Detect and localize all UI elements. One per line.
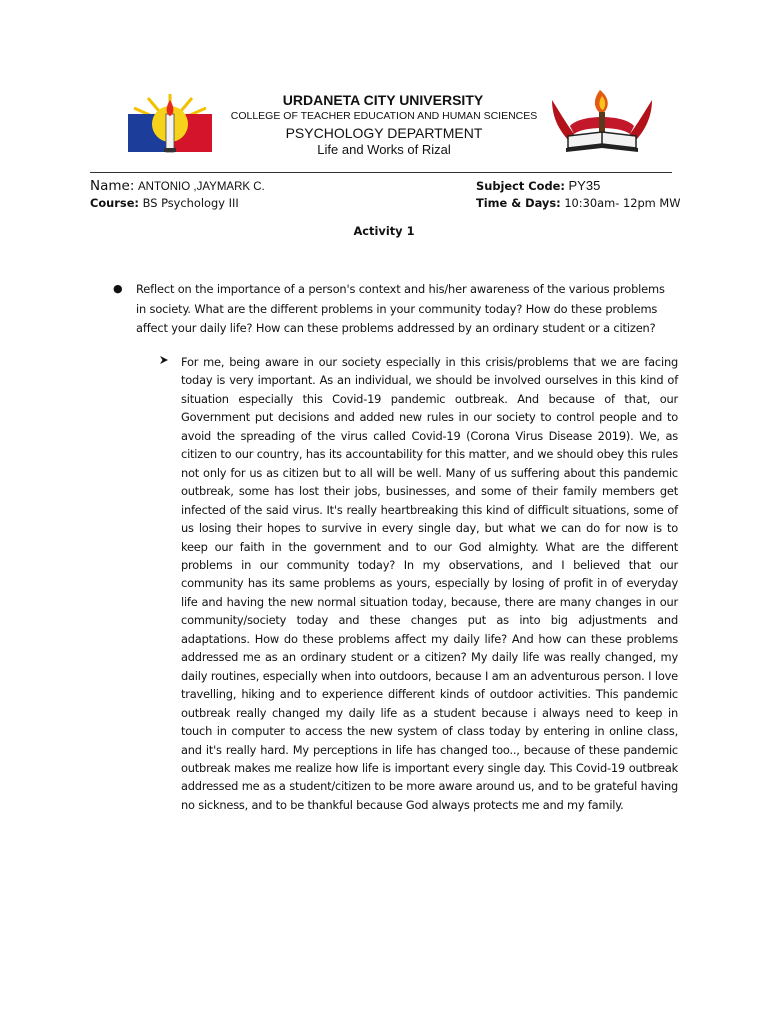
subject-code-line (476, 178, 600, 193)
question-text: Reflect on the importance of a person's context and his/her awareness of the various problems in society. What are the different problems in your community today? How do these problems affect your daily life? How can these problems addressed by an ordinary student or a citizen? (136, 282, 665, 336)
name-label: Name: (90, 178, 135, 194)
bullet-icon: ● (113, 282, 123, 295)
time-days-line (476, 196, 680, 210)
time-days-value: 10:30am- 12pm MW (564, 196, 681, 210)
name-line (90, 178, 265, 194)
header-divider (90, 172, 672, 173)
arrow-bullet-icon (159, 355, 169, 365)
subject-code-label: Subject Code: (476, 179, 565, 193)
department-name: PSYCHOLOGY DEPARTMENT (285, 125, 483, 141)
university-name: URDANETA CITY UNIVERSITY (282, 92, 484, 108)
subject-code-value: PY35 (568, 178, 601, 193)
college-name: COLLEGE OF TEACHER EDUCATION AND HUMAN SCIENCES (230, 110, 538, 122)
activity-title: Activity 1 (353, 224, 415, 238)
name-value: ANTONIO ,JAYMARK C. (138, 181, 265, 193)
course-title: Life and Works of Rizal (317, 142, 451, 157)
answer-text: For me, being aware in our society especially in this crisis/problems that we are facing today is very important. As an individual, we should be involved ourselves in this kind of situation especially this Covid-19 pandemic outbreak. And because of that, our Government put decisions and added new rules in our society to control people and to avoid the spreading of the virus called Covid-19 (Corona Virus Disease 2019). We, as citizen to our country, has its accountability for this matter, and we should obey this rules not only for us as citizen but to all will be well. Many of us suffering about this pandemic outbreak, some has lost their jobs, businesses, and some of their family members get infected of the said virus. It's really heartbreaking this kind of difficult situations, some of us losing their hopes to survive in every single day, but what we can do for now is to keep our faith in the government and to our God almighty. What are the different problems in our community today? In my observations, and I believed that our community has its same problems as yours, especially by losing of profit in of everyday life and having the new normal situation today, because, there are many changes in our community/society today and these changes put as into big adjustments and adaptations. How do these problems affect my daily life? And how can these problems addressed me as an ordinary student or a citizen? My daily life was really changed, my daily routines, especially when into outdoors, because I am an adventurous person. I love travelling, hiking and to experience different kinds of outdoor activities. This pandemic outbreak really changed my daily life as a student because i always need to keep in touch in computer to access the new system of class today by entering in online class, and it's really hard. My perceptions in life has changed too.., because of these pandemic outbreak makes me realize how life is important every single day. This Covid-19 outbreak addressed me as a student/citizen to be more aware around us, and to be grateful having no sickness, and to be thankful because God always protects me and my family. (181, 355, 678, 812)
course-label: Course: (90, 196, 139, 210)
course-value: BS Psychology III (142, 196, 239, 210)
course-line (90, 196, 239, 210)
time-days-label: Time & Days: (476, 196, 561, 210)
